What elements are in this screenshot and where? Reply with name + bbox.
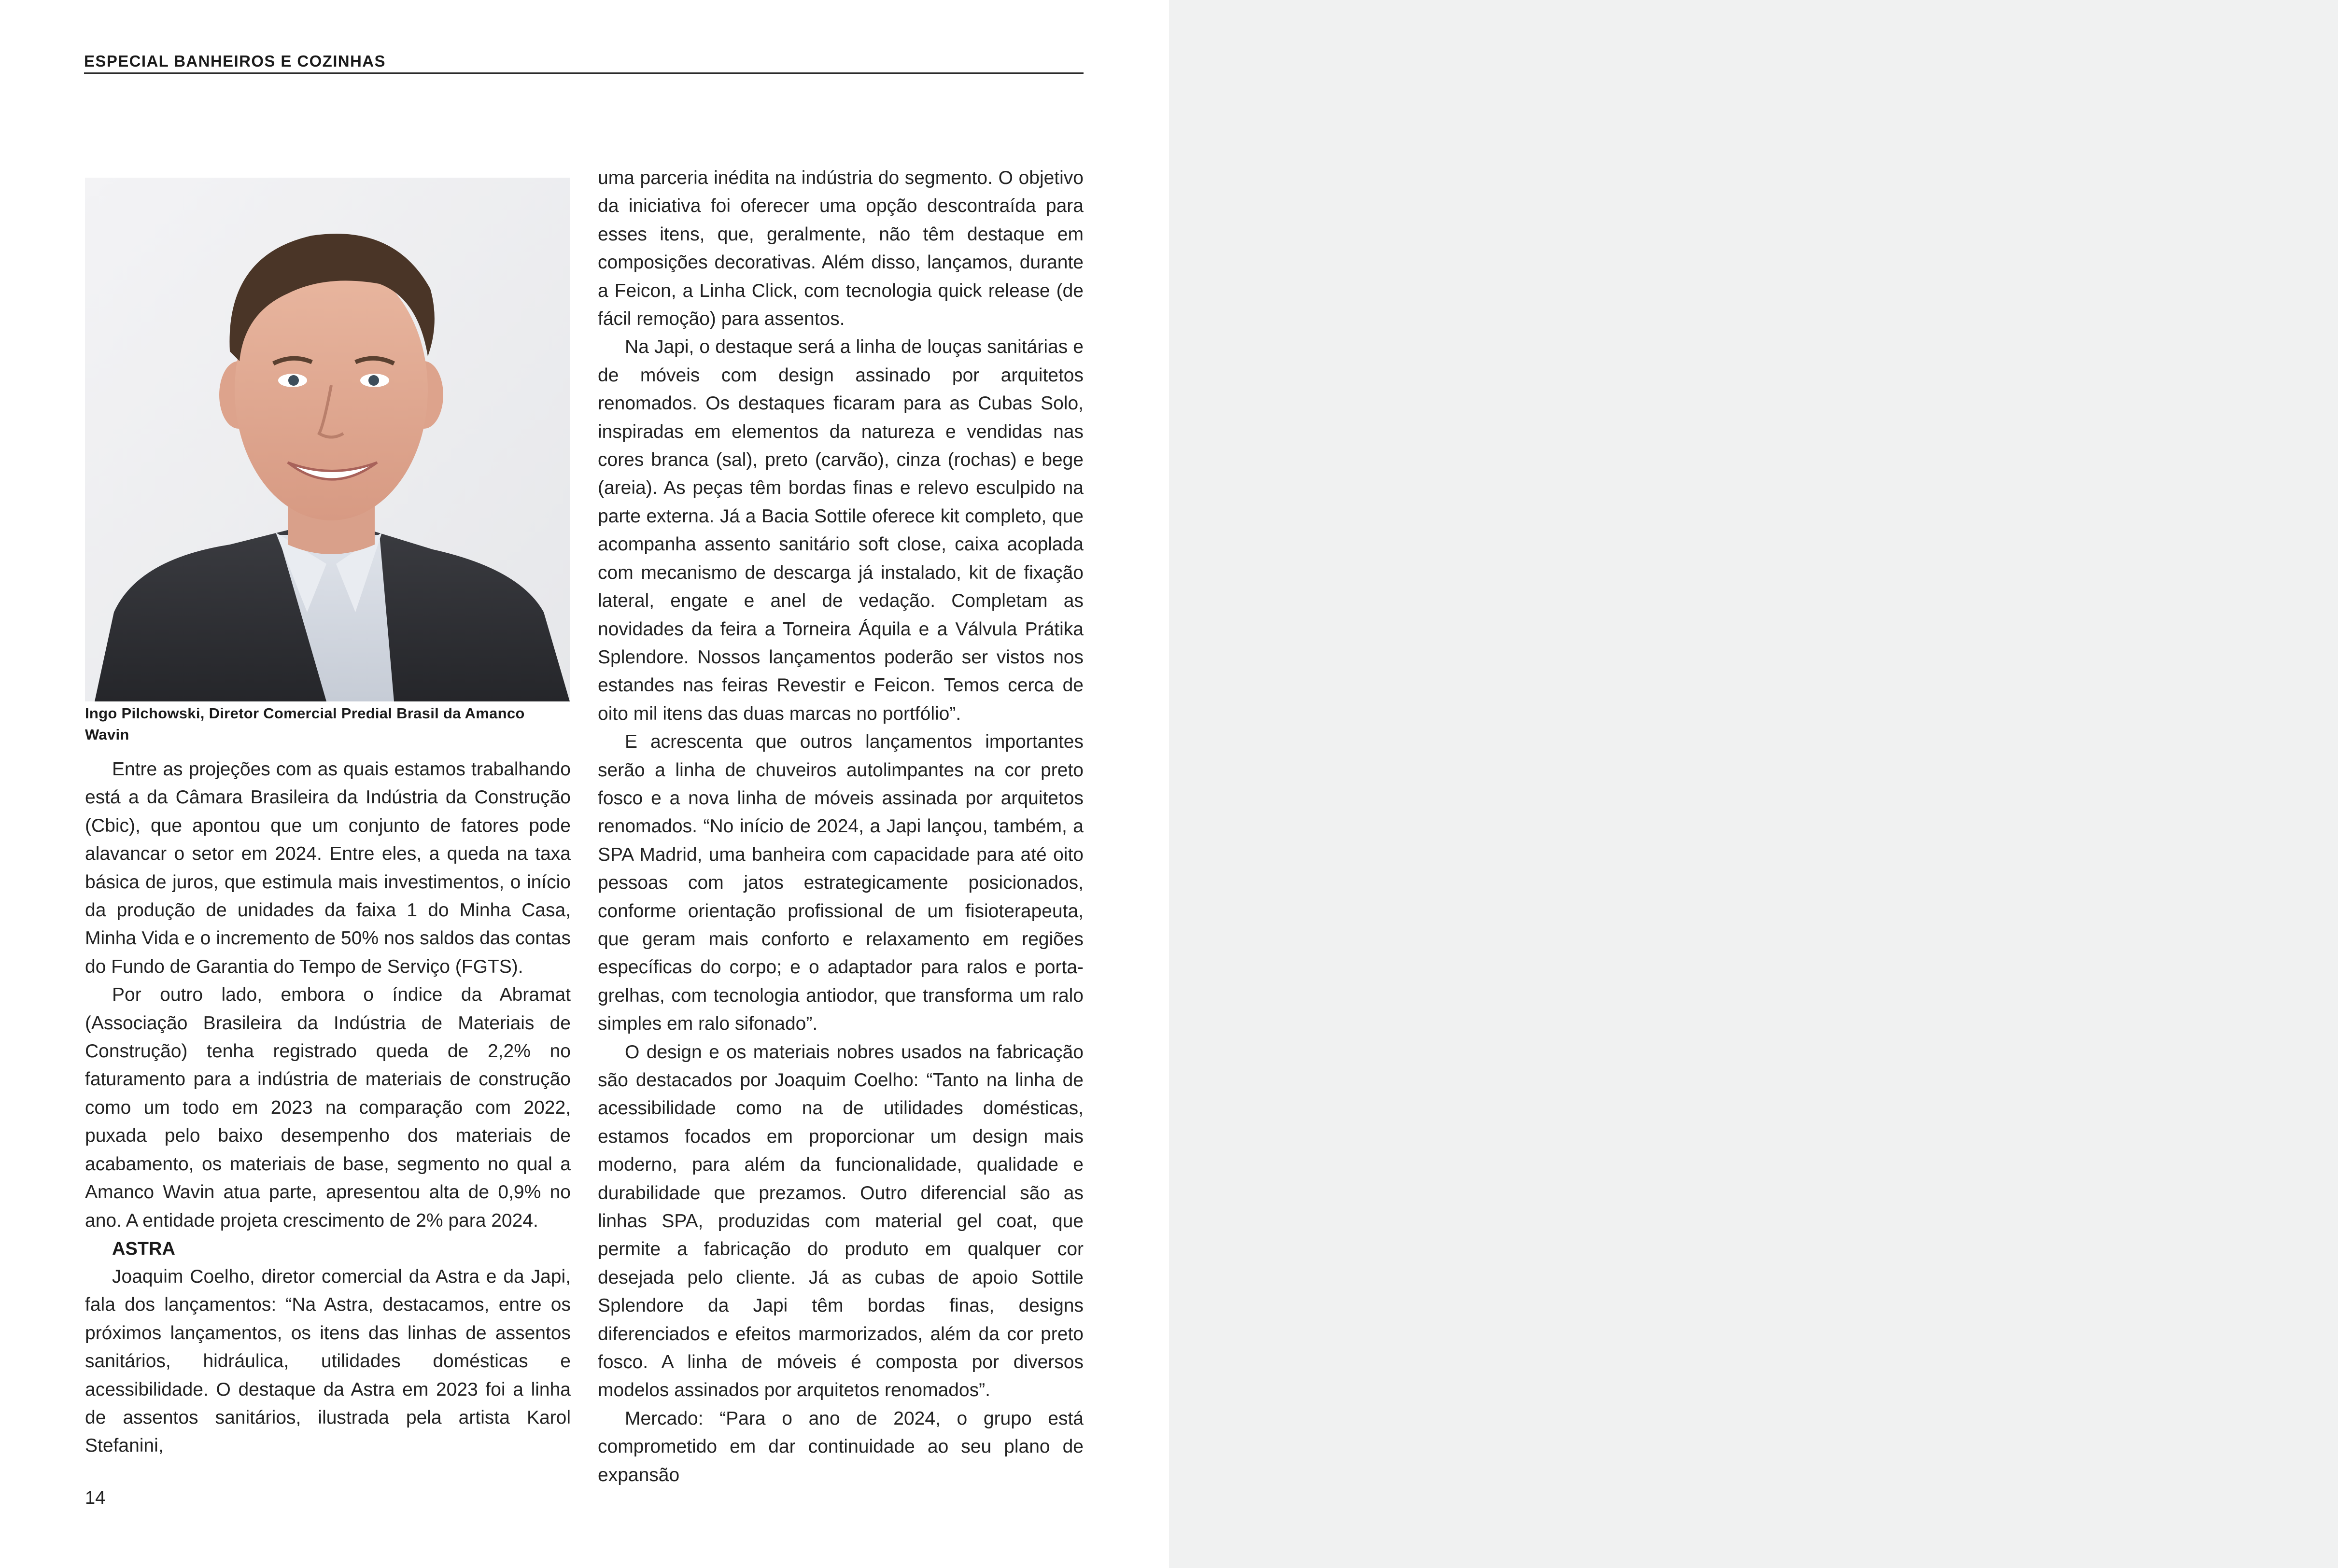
section-title-astra: ASTRA <box>112 1238 175 1259</box>
paragraph: Mercado: “Para o ano de 2024, o grupo está comprometido em dar continuidade ao seu plano de expansão <box>598 1408 1084 1485</box>
header-rule <box>84 72 1084 74</box>
facing-blank-page <box>1169 0 2338 1568</box>
paragraph: Entre as projeções com as quais estamos trabalhando está a da Câmara Brasileira da Indústria da Construção (Cbic), que apontou que um conjunto de fatores pode alavancar o setor em 2024. Entre eles, a queda na taxa básica de juros, que estimula mais investimentos, o início da produção de unidades da faixa 1 do Minha Casa, Minha Vida e o incremento de 50% nos saldos das contas do Fundo de Garantia do Tempo de Serviço (FGTS). <box>85 759 571 977</box>
portrait-photo-icon <box>85 178 570 701</box>
portrait-photo <box>85 178 570 701</box>
paragraph: O design e os materiais nobres usados na fabricação são destacados por Joaquim Coelho: “Tanto na linha de acessibilidade como na de utilidades domésticas, estamos focados em proporcionar um design mais moderno, para além da funcionalidade, qualidade e durabilidade que prezamos. Outro diferencial são as linhas SPA, produzidas com material gel coat, que permite a fabricação do produto em qualquer cor desejada pelo cliente. Já as cubas de apoio Sottile Splendore da Japi têm bordas finas, designs diferenciados e efeitos marmorizados, além da cor preto fosco. A linha de móveis é composta por diversos modelos assinados por arquitetos renomados”. <box>598 1041 1084 1401</box>
paragraph: Por outro lado, embora o índice da Abramat (Associação Brasileira da Indústria de Materiais de Construção) tenha registrado queda de 2,2% no faturamento para a indústria de materiais de construção como um todo em 2023 na comparação com 2022, puxada pelo baixo desempenho dos materiais de acabamento, os materiais de base, segmento no qual a Amanco Wavin atua parte, apresentou alta de 0,9% no ano. A entidade projeta crescimento de 2% para 2024. <box>85 984 571 1231</box>
paragraph: uma parceria inédita na indústria do segmento. O objetivo da iniciativa foi oferecer uma opção descontraída para esses itens, que, geralmente, não têm destaque em composições decorativas. Além disso, lançamos, durante a Feicon, a Linha Click, com tecnologia quick release (de fácil remoção) para assentos. <box>598 168 1084 330</box>
paragraph: Na Japi, o destaque será a linha de louças sanitárias e de móveis com design assinado por arquitetos renomados. Os destaques ficaram para as Cubas Solo, inspiradas em elementos da natureza e vendidas nas cores branca (sal), preto (carvão), cinza (rochas) e bege (areia). As peças têm bordas finas e relevo esculpido na parte externa. Já a Bacia Sottile oferece kit completo, que acompanha assento sanitário soft close, caixa acoplada com mecanismo de descarga já instalado, kit de fixação lateral, engate e anel de vedação. Completam as novidades da feira a Torneira Áquila e a Válvula Prátika Splendore. Nossos lançamentos poderão ser vistos nos estandes nas feiras Revestir e Feicon. Temos cerca de oito mil itens das duas marcas no portfólio”. <box>598 336 1084 724</box>
paragraph: E acrescenta que outros lançamentos importantes serão a linha de chuveiros autolimpantes na cor preto fosco e a nova linha de móveis assinada por arquitetos renomados. “No início de 2024, a Japi lançou, também, a SPA Madrid, uma banheira com capacidade para até oito pessoas com jatos estrategicamente posicionados, conforme orientação profissional de um fisioterapeuta, que geram mais conforto e relaxamento em regiões específicas do corpo; e o adaptador para ralos e porta-grelhas, com tecnologia antiodor, que transforma um ralo simples em ralo sifonado”. <box>598 731 1084 1035</box>
paragraph: Joaquim Coelho, diretor comercial da Astra e da Japi, fala dos lançamentos: “Na Astra, destacamos, entre os próximos lançamentos, os itens das linhas de assentos sanitários, hidráulica, utilidades domésticas e acessibilidade. O destaque da Astra em 2023 foi a linha de assentos sanitários, ilustrada pela artista Karol Stefanini, <box>85 1266 571 1456</box>
section-header: ESPECIAL BANHEIROS E COZINHAS <box>84 52 386 70</box>
photo-caption: Ingo Pilchowski, Diretor Comercial Predial Brasil da Amanco Wavin <box>85 705 525 743</box>
page-number: 14 <box>85 1488 106 1508</box>
right-column <box>598 164 1084 1489</box>
left-column <box>85 756 571 1460</box>
